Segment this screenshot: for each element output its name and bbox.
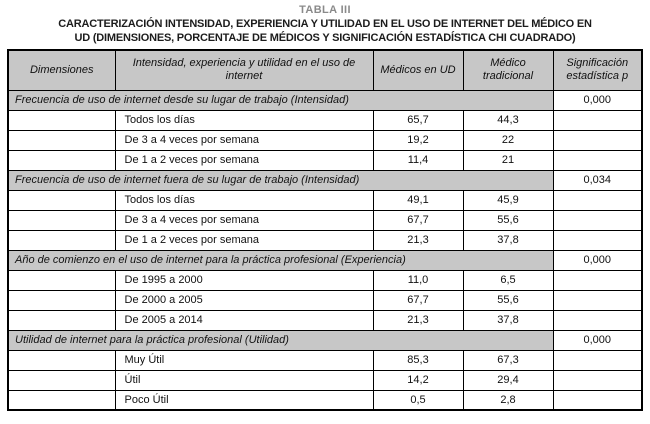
table-row xyxy=(8,130,642,150)
table-row xyxy=(8,370,642,390)
row-label: De 2000 a 2005 xyxy=(115,290,373,310)
row-significance-empty-cell xyxy=(553,210,642,230)
row-significance-empty-cell xyxy=(553,130,642,150)
row-significance-empty-cell xyxy=(553,370,642,390)
column-header-intensidad: Intensidad, experiencia y utilidad en el uso de internet xyxy=(115,50,373,90)
row-significance-empty-cell xyxy=(553,350,642,370)
section-dimension-label: Año de comienzo en el uso de internet para la práctica profesional (Experiencia) xyxy=(8,250,553,270)
dimension-empty-cell xyxy=(8,370,115,390)
row-value-medicos-ud: 19,2 xyxy=(373,130,463,150)
row-value-medicos-ud: 67,7 xyxy=(373,290,463,310)
row-value-medico-tradicional: 55,6 xyxy=(463,210,553,230)
row-significance-empty-cell xyxy=(553,310,642,330)
row-label: De 3 a 4 veces por semana xyxy=(115,130,373,150)
title-block xyxy=(0,0,650,45)
row-significance-empty-cell xyxy=(553,190,642,210)
dimension-empty-cell xyxy=(8,190,115,210)
section-row xyxy=(8,90,642,110)
row-label: De 1 a 2 veces por semana xyxy=(115,150,373,170)
table-header xyxy=(8,50,642,90)
row-value-medicos-ud: 21,3 xyxy=(373,230,463,250)
column-header-dimensiones: Dimensiones xyxy=(8,50,115,90)
section-dimension-label: Frecuencia de uso de internet fuera de su lugar de trabajo (Intensidad) xyxy=(8,170,553,190)
row-value-medicos-ud: 21,3 xyxy=(373,310,463,330)
section-significance-value: 0,034 xyxy=(553,170,642,190)
table-body xyxy=(8,90,642,410)
row-value-medico-tradicional: 45,9 xyxy=(463,190,553,210)
row-label: Poco Útil xyxy=(115,390,373,410)
dimension-empty-cell xyxy=(8,390,115,410)
dimension-empty-cell xyxy=(8,230,115,250)
dimension-empty-cell xyxy=(8,130,115,150)
row-value-medico-tradicional: 29,4 xyxy=(463,370,553,390)
table-row xyxy=(8,290,642,310)
row-value-medico-tradicional: 67,3 xyxy=(463,350,553,370)
table-row xyxy=(8,310,642,330)
dimension-empty-cell xyxy=(8,350,115,370)
row-label: De 2005 a 2014 xyxy=(115,310,373,330)
row-value-medicos-ud: 67,7 xyxy=(373,210,463,230)
column-header-medicos-ud: Médicos en UD xyxy=(373,50,463,90)
row-value-medico-tradicional: 37,8 xyxy=(463,310,553,330)
table-row xyxy=(8,190,642,210)
row-value-medico-tradicional: 21 xyxy=(463,150,553,170)
dimension-empty-cell xyxy=(8,210,115,230)
dimension-empty-cell xyxy=(8,150,115,170)
row-label: Todos los días xyxy=(115,110,373,130)
row-value-medicos-ud: 11,4 xyxy=(373,150,463,170)
row-significance-empty-cell xyxy=(553,150,642,170)
dimension-empty-cell xyxy=(8,290,115,310)
row-label: Todos los días xyxy=(115,190,373,210)
table-row xyxy=(8,390,642,410)
table-number: TABLA III xyxy=(299,4,351,16)
section-significance-value: 0,000 xyxy=(553,250,642,270)
section-dimension-label: Frecuencia de uso de internet desde su lugar de trabajo (Intensidad) xyxy=(8,90,553,110)
row-label: Muy Útil xyxy=(115,350,373,370)
row-label: Útil xyxy=(115,370,373,390)
row-significance-empty-cell xyxy=(553,390,642,410)
row-value-medicos-ud: 11,0 xyxy=(373,270,463,290)
table-row xyxy=(8,230,642,250)
row-value-medico-tradicional: 55,6 xyxy=(463,290,553,310)
table-row xyxy=(8,210,642,230)
row-value-medicos-ud: 0,5 xyxy=(373,390,463,410)
row-label: De 3 a 4 veces por semana xyxy=(115,210,373,230)
row-value-medico-tradicional: 2,8 xyxy=(463,390,553,410)
row-significance-empty-cell xyxy=(553,270,642,290)
row-significance-empty-cell xyxy=(553,110,642,130)
section-dimension-label: Utilidad de internet para la práctica profesional (Utilidad) xyxy=(8,330,553,350)
row-value-medico-tradicional: 37,8 xyxy=(463,230,553,250)
row-label: De 1 a 2 veces por semana xyxy=(115,230,373,250)
section-row xyxy=(8,170,642,190)
column-header-significacion: Significación estadística p xyxy=(553,50,642,90)
table-row xyxy=(8,150,642,170)
table-row xyxy=(8,350,642,370)
row-value-medico-tradicional: 6,5 xyxy=(463,270,553,290)
dimension-empty-cell xyxy=(8,110,115,130)
dimension-empty-cell xyxy=(8,270,115,290)
header-row xyxy=(8,50,642,90)
row-value-medicos-ud: 85,3 xyxy=(373,350,463,370)
section-row xyxy=(8,330,642,350)
section-significance-value: 0,000 xyxy=(553,90,642,110)
dimension-empty-cell xyxy=(8,310,115,330)
row-significance-empty-cell xyxy=(553,290,642,310)
row-significance-empty-cell xyxy=(553,230,642,250)
table-row xyxy=(8,110,642,130)
column-header-medico-tradicional: Médico tradicional xyxy=(463,50,553,90)
section-significance-value: 0,000 xyxy=(553,330,642,350)
page-title-line2: UD (DIMENSIONES, PORCENTAJE DE MÉDICOS Y SIGNIFICACIÓN ESTADÍSTICA CHI CUADRADO) xyxy=(74,32,576,44)
page-title-line1: CARACTERIZACIÓN INTENSIDAD, EXPERIENCIA Y UTILIDAD EN EL USO DE INTERNET DEL MÉDICO EN xyxy=(58,18,592,30)
row-value-medico-tradicional: 44,3 xyxy=(463,110,553,130)
statistics-table xyxy=(7,49,643,411)
table-row xyxy=(8,270,642,290)
row-value-medico-tradicional: 22 xyxy=(463,130,553,150)
row-label: De 1995 a 2000 xyxy=(115,270,373,290)
row-value-medicos-ud: 49,1 xyxy=(373,190,463,210)
row-value-medicos-ud: 14,2 xyxy=(373,370,463,390)
row-value-medicos-ud: 65,7 xyxy=(373,110,463,130)
section-row xyxy=(8,250,642,270)
